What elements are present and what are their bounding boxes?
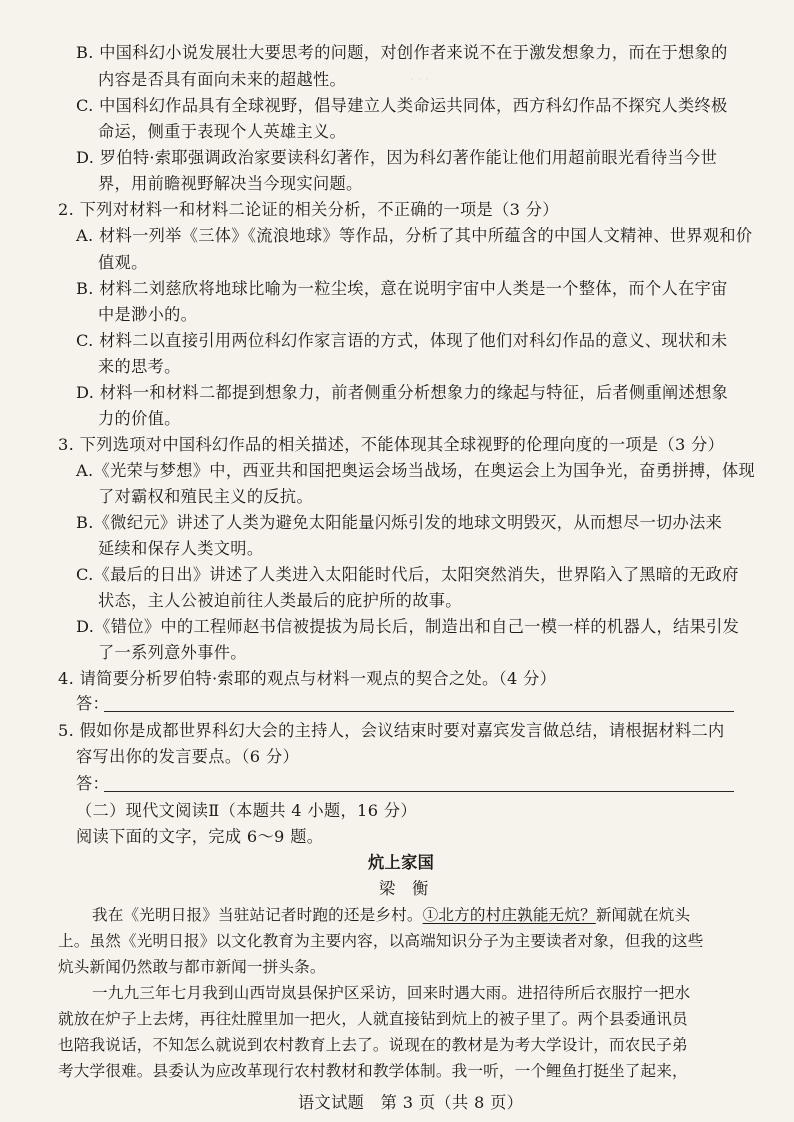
article-paragraph2-line4: 考大学很难。县委认为应改革现行农村教材和教学体制。我一听，一个鲤鱼打挺坐了起来， bbox=[58, 1062, 688, 1080]
q4-answer-label: 答： bbox=[76, 694, 110, 713]
q1-option-b-line1: B. 中国科幻小说发展壮大要思考的问题，对创作者来说不在于激发想象力，而在于想象的 bbox=[76, 43, 728, 62]
q2-option-b-line1: B. 材料二刘慈欣将地球比喻为一粒尘埃，意在说明宇宙中人类是一个整体，而个人在宇宙 bbox=[76, 279, 728, 298]
p1-marked-sentence: ①北方的村庄孰能无炕？ bbox=[422, 906, 596, 924]
article-title: 炕上家国 bbox=[368, 853, 435, 872]
q3-option-d-line2: 了一系列意外事件。 bbox=[98, 643, 247, 662]
q3-option-c-line2: 状态，主人公被迫前往人类最后的庇护所的故事。 bbox=[98, 591, 462, 610]
article-paragraph2-line2: 就放在炉子上去烤，再往灶膛里加一把火，人就直接钻到炕上的被子里了。两个县委通讯员 bbox=[58, 1010, 688, 1028]
q3-option-a-line1: A.《光荣与梦想》中，西亚共和国把奥运会场当战场，在奥运会上为国争光，奋勇拼搏，体现 bbox=[76, 461, 756, 480]
article-paragraph1-line1 bbox=[92, 904, 690, 926]
q3-option-a-line2: 了对霸权和殖民主义的反抗。 bbox=[98, 487, 313, 506]
q2-option-d-line2: 力的价值。 bbox=[98, 409, 181, 428]
q3-option-b-line1: B.《微纪元》讲述了人类为避免太阳能量闪烁引发的地球文明毁灭，从而想尽一切办法来 bbox=[76, 513, 723, 532]
article-paragraph2-line3: 也陪我说话，不知怎么就说到农村教育上去了。说现在的教材是为考大学设计，而农民子弟 bbox=[58, 1036, 688, 1054]
q2-option-a-line1: A. 材料一列举《三体》《流浪地球》等作品，分析了其中所蕴含的中国人文精神、世界观和价 bbox=[76, 226, 753, 245]
section-instruction: 阅读下面的文字，完成 6～9 题。 bbox=[76, 827, 324, 846]
page-footer: 语文试题 第 3 页（共 8 页） bbox=[298, 1093, 524, 1112]
article-paragraph2-line1: 一九九三年七月我到山西岢岚县保护区采访，回来时遇大雨。进招待所后衣服拧一把水 bbox=[92, 984, 691, 1002]
q1-option-c-line1: C. 中国科幻作品具有全球视野，倡导建立人类命运共同体，西方科幻作品不探究人类终极 bbox=[76, 96, 728, 115]
q2-option-c-line2: 来的思考。 bbox=[98, 357, 181, 376]
q4-answer-line[interactable] bbox=[104, 711, 734, 712]
section-heading: （二）现代文阅读Ⅱ（本题共 4 小题，16 分） bbox=[76, 801, 417, 820]
p1-pre-text: 我在《光明日报》当驻站记者时跑的还是乡村。 bbox=[92, 906, 423, 924]
q1-option-c-line2: 命运，侧重于表现个人英雄主义。 bbox=[98, 122, 347, 141]
article-paragraph1-line3: 炕头新闻仍然敢与都市新闻一拼头条。 bbox=[58, 958, 326, 976]
q1-option-d-line2: 界，用前瞻视野解决当今现实问题。 bbox=[98, 174, 363, 193]
show-through-texture: · · · bbox=[410, 72, 430, 86]
q5-answer-label: 答： bbox=[76, 774, 110, 793]
q5-stem-line1: 5. 假如你是成都世界科幻大会的主持人，会议结束时要对嘉宾发言做总结，请根据材料二内 bbox=[58, 721, 725, 740]
q3-option-b-line2: 延续和保存人类文明。 bbox=[98, 539, 264, 558]
q3-option-c-line1: C.《最后的日出》讲述了人类进入太阳能时代后，太阳突然消失，世界陷入了黑暗的无政府 bbox=[76, 565, 739, 584]
q2-stem: 2. 下列对材料一和材料二论证的相关分析，不正确的一项是（3 分） bbox=[58, 200, 559, 219]
q2-option-d-line1: D. 材料一和材料二都提到想象力，前者侧重分析想象力的缘起与特征，后者侧重阐述想象 bbox=[76, 383, 729, 402]
q5-answer-line[interactable] bbox=[104, 791, 734, 792]
q3-option-d-line1: D.《错位》中的工程师赵书信被提拔为局长后，制造出和自己一模一样的机器人，结果引发 bbox=[76, 617, 740, 636]
q3-stem: 3. 下列选项对中国科幻作品的相关描述，不能体现其全球视野的伦理向度的一项是（3 分） bbox=[58, 435, 725, 454]
q2-option-a-line2: 值观。 bbox=[98, 253, 148, 272]
q1-option-d-line1: D. 罗伯特·索耶强调政治家要读科幻著作，因为科幻著作能让他们用超前眼光看待当今世 bbox=[76, 148, 718, 167]
article-paragraph1-line2: 上。虽然《光明日报》以文化教育为主要内容，以高端知识分子为主要读者对象，但我的这些 bbox=[58, 932, 704, 950]
q5-stem-line2: 容写出你的发言要点。（6 分） bbox=[76, 747, 300, 766]
article-author: 梁 衡 bbox=[379, 879, 429, 898]
q2-option-c-line1: C. 材料二以直接引用两位科幻作家言语的方式，体现了他们对科幻作品的意义、现状和未 bbox=[76, 331, 728, 350]
p1-post-text: 新闻就在炕头 bbox=[595, 906, 691, 924]
q4-stem: 4. 请简要分析罗伯特·索耶的观点与材料一观点的契合之处。（4 分） bbox=[58, 669, 557, 688]
q1-option-b-line2: 内容是否具有面向未来的超越性。 bbox=[98, 70, 347, 89]
q2-option-b-line2: 中是渺小的。 bbox=[98, 305, 198, 324]
